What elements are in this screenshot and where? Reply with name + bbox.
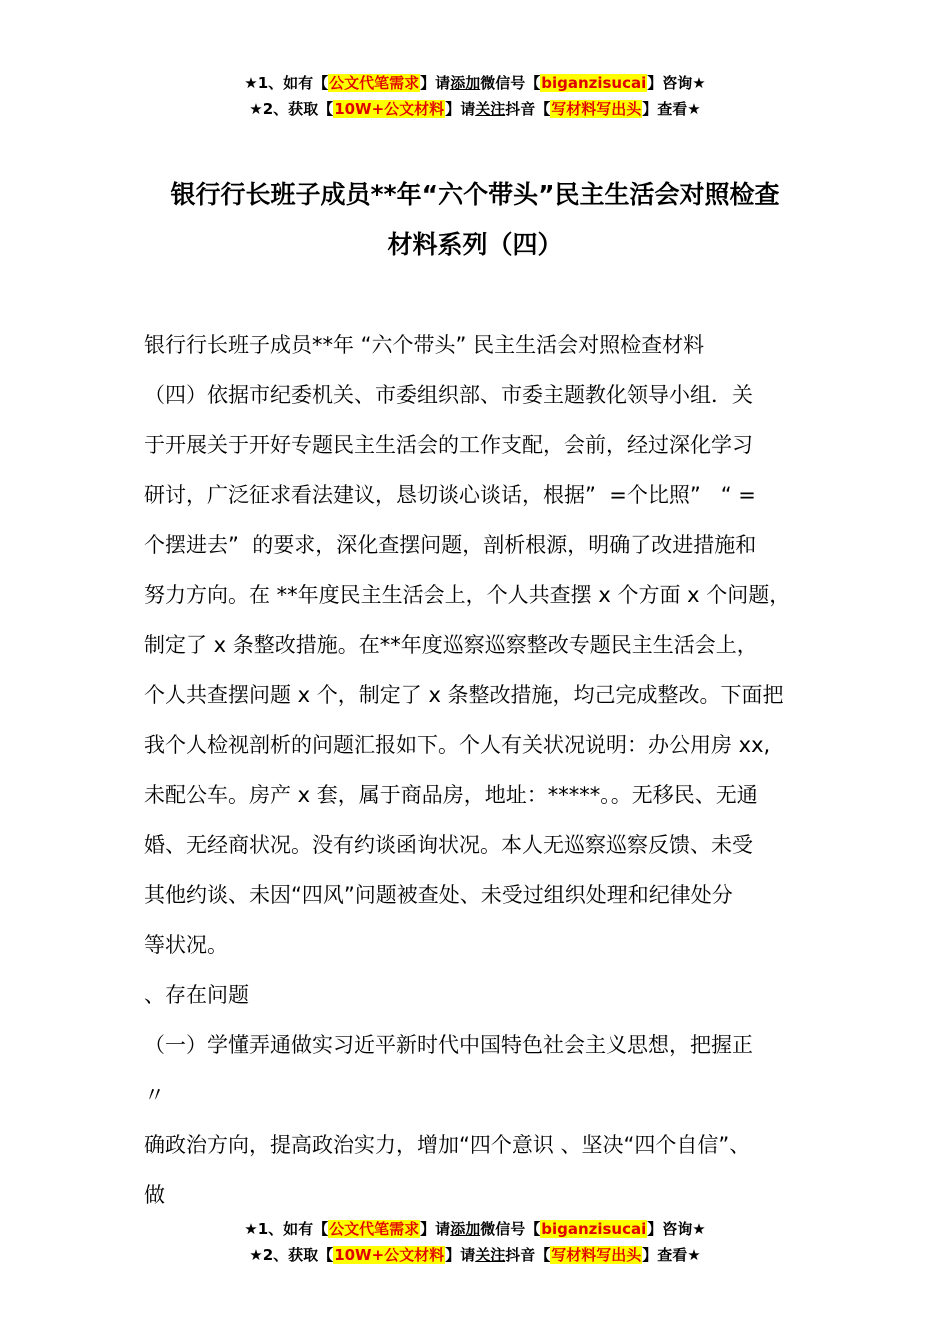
footer-banner xyxy=(0,1216,950,1268)
banner-line-1 xyxy=(0,1216,950,1242)
banner-emphasis: 添加 xyxy=(450,1220,481,1238)
body-line: 〃 xyxy=(144,1083,165,1107)
banner-text: 】查看★ xyxy=(642,100,701,118)
document-body xyxy=(144,320,834,1220)
banner-text: ★2、获取【 xyxy=(249,100,334,118)
banner-text: ★1、如有【 xyxy=(244,74,329,92)
section-heading: 、存在问题 xyxy=(144,983,249,1007)
body-line: 我个人检视剖析的问题汇报如下。个人有关状况说明：办公用房 xx, xyxy=(144,733,771,757)
title-line-1: 银行行长班子成员**年“六个带头”民主生活会对照检查 xyxy=(170,180,780,209)
banner-text: 微信号【 xyxy=(480,1220,541,1238)
body-line: 努力方向。在 **年度民主生活会上，个人共查摆 x 个方面 x 个问题， xyxy=(144,583,791,607)
banner-emphasis: 添加 xyxy=(450,74,481,92)
highlight-service: 公文代笔需求 xyxy=(329,1220,420,1238)
highlight-materials: 10W+公文材料 xyxy=(334,1246,445,1264)
body-line: 其他约谈、未因“四风”问题被查处、未受过组织处理和纪律处分 xyxy=(144,883,733,907)
body-line: 做 xyxy=(144,1183,165,1207)
document-title xyxy=(100,170,850,270)
highlight-douyin-id: 写材料写出头 xyxy=(551,1246,642,1264)
title-line-2: 材料系列（四） xyxy=(387,230,563,259)
banner-text: 】查看★ xyxy=(642,1246,701,1264)
highlight-wechat-id: biganzisucai xyxy=(541,74,647,92)
banner-emphasis: 关注 xyxy=(475,1246,506,1264)
highlight-douyin-id: 写材料写出头 xyxy=(551,100,642,118)
banner-text: 】请 xyxy=(445,100,476,118)
body-line: 个人共查摆问题 x 个，制定了 x 条整改措施，均己完成整改。下面把 xyxy=(144,683,784,707)
banner-text: 】请 xyxy=(420,74,451,92)
body-line: （四）依据市纪委机关、市委组织部、市委主题教化领导小组．关 xyxy=(144,383,753,407)
body-line: 研讨，广泛征求看法建议，恳切谈心谈话，根据” =个比照” “ = xyxy=(144,483,756,507)
body-line: 等状况。 xyxy=(144,933,228,957)
highlight-wechat-id: biganzisucai xyxy=(541,1220,647,1238)
banner-text: 抖音【 xyxy=(505,1246,551,1264)
body-line: 确政治方向，提高政治实力，增加“四个意识 、坚决“四个自信”、 xyxy=(144,1133,751,1157)
highlight-service: 公文代笔需求 xyxy=(329,74,420,92)
body-line: 未配公车。房产 x 套，属于商品房，地址：*****。。无移民、无通 xyxy=(144,783,758,807)
body-line: （一）学懂弄通做实习近平新时代中国特色社会主义思想，把握正 xyxy=(144,1033,753,1057)
banner-line-2 xyxy=(0,96,950,122)
banner-text: 抖音【 xyxy=(505,100,551,118)
banner-emphasis: 关注 xyxy=(475,100,506,118)
body-line: 制定了 x 条整改措施。在**年度巡察巡察整改专题民主生活会上， xyxy=(144,633,758,657)
banner-text: 】咨询★ xyxy=(647,74,706,92)
banner-text: 】请 xyxy=(445,1246,476,1264)
banner-line-1 xyxy=(0,70,950,96)
banner-text: ★2、获取【 xyxy=(249,1246,334,1264)
banner-text: 微信号【 xyxy=(480,74,541,92)
highlight-materials: 10W+公文材料 xyxy=(334,100,445,118)
banner-text: 】咨询★ xyxy=(647,1220,706,1238)
body-line: 于开展关于开好专题民主生活会的工作支配，会前，经过深化学习 xyxy=(144,433,753,457)
header-banner xyxy=(0,70,950,122)
banner-line-2 xyxy=(0,1242,950,1268)
body-line: 个摆进去” 的要求，深化查摆问题，剖析根源，明确了改进措施和 xyxy=(144,533,757,557)
body-line: 婚、无经商状况。没有约谈函询状况。本人无巡察巡察反馈、未受 xyxy=(144,833,753,857)
body-line: 银行行长班子成员**年 “六个带头” 民主生活会对照检查材料 xyxy=(144,333,705,357)
banner-text: 】请 xyxy=(420,1220,451,1238)
banner-text: ★1、如有【 xyxy=(244,1220,329,1238)
